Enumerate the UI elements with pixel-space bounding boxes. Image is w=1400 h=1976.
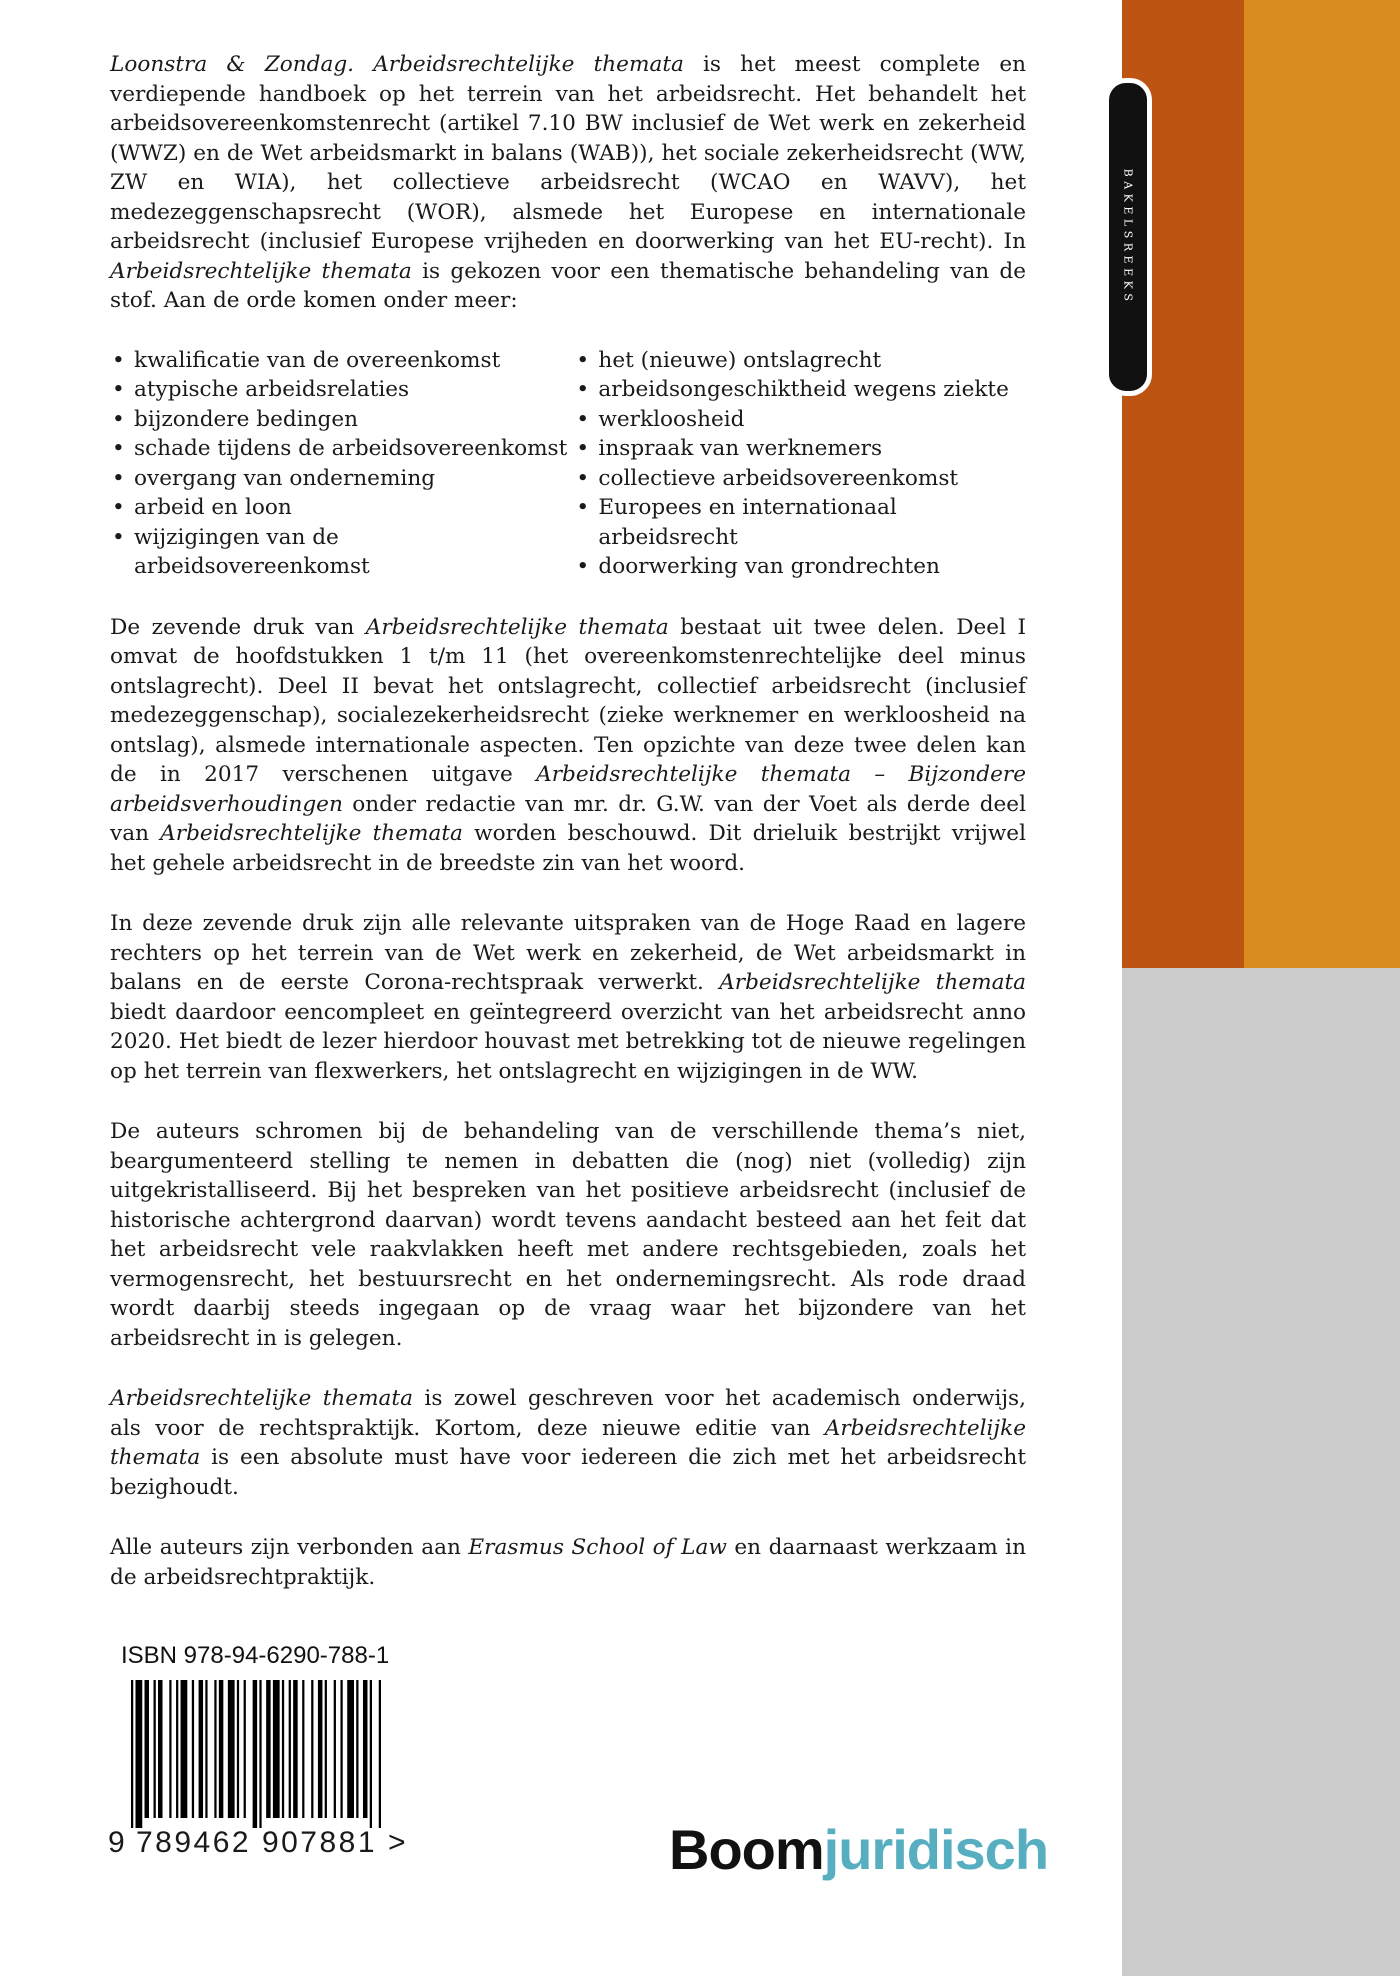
barcode-bar xyxy=(259,1680,261,1828)
barcode-bar xyxy=(325,1680,327,1818)
list-item: • kwalificatie van de overeenkomst xyxy=(110,346,574,376)
intro-text-1: is het meest complete en verdiepende handboek op het terrein van het arbeidsrecht. Het behandelt het arbeidsovereenkomstenrecht (artikel 7.10 BW inclusief de Wet werk en zekerheid (WWZ) en de Wet arbeidsmarkt in balans (WAB)), het sociale zekerheidsrecht (WW, ZW en WIA), het collectieve arbeidsrecht (WCAO en WAVV), het medezeggenschapsrecht (WOR), alsmede het Europese en internationale arbeidsrecht (inclusief Europese vrijheden en doorwerking van het EU-recht). In xyxy=(110,52,1027,254)
barcode-bar xyxy=(154,1680,156,1818)
list-item: • wijzigingen van de arbeidsovereenkomst xyxy=(110,523,574,582)
book-title: Arbeidsrechtelijke themata xyxy=(365,614,669,640)
text-run: bestaat uit twee delen. Deel I omvat de hoofdstukken 1 t/m 11 (het overeenkomstenrechtelijke deel minus ontslagrecht). Deel II bevat het ontslagrecht, collectief arbeidsrecht (inclusief medezeggenschap), socialezekerheidsrecht (zieke werknemer en werkloosheid na ontslag), alsmede internationale aspecten. Ten opzichte van deze twee delen kan de in 2017 verschenen uitgave xyxy=(110,614,1027,787)
book-title: Arbeidsrechtelijke themata xyxy=(110,1415,1026,1470)
barcode-bar xyxy=(302,1680,304,1818)
back-cover-text xyxy=(110,50,1026,1623)
barcode-bar xyxy=(334,1680,336,1818)
text-run: is een absolute must have voor iedereen die zich met het arbeidsrecht bezighoudt. xyxy=(110,1445,1026,1500)
barcode-bar xyxy=(244,1680,246,1818)
list-item: • inspraak van werknemers xyxy=(574,434,1026,464)
text-run: onder redactie van mr. dr. G.W. van der Voet als derde deel van xyxy=(110,791,1026,846)
barcode-bar xyxy=(347,1680,354,1818)
barcode-bar xyxy=(228,1680,235,1818)
barcode-bar xyxy=(253,1680,258,1828)
list-item: • schade tijdens de arbeidsovereenkomst xyxy=(110,434,574,464)
text-run: Alle auteurs zijn verbonden aan xyxy=(110,1535,469,1560)
publisher-logo-part1: Boom xyxy=(669,1818,824,1881)
barcode-bar xyxy=(205,1680,207,1818)
barcode-bar xyxy=(363,1680,368,1818)
topics-right-column xyxy=(574,346,1026,582)
edition-paragraph xyxy=(110,613,1026,879)
intro-title-2: Arbeidsrechtelijke themata xyxy=(110,258,412,284)
barcode-bar xyxy=(273,1680,280,1818)
list-item: • Europees en internationaal arbeidsrecht xyxy=(574,493,1026,552)
intro-title: Arbeidsrechtelijke themata xyxy=(373,52,684,77)
list-item: • arbeidsongeschiktheid wegens ziekte xyxy=(574,375,1026,405)
book-title: Arbeidsrechtelijke themata – Bijzondere arbeidsverhoudingen xyxy=(110,762,1026,817)
barcode-bar xyxy=(214,1680,216,1818)
barcode-bar xyxy=(169,1680,171,1818)
topics-list xyxy=(110,346,1026,582)
audience-paragraph xyxy=(110,1384,1026,1502)
institution-name: Erasmus School of Law xyxy=(468,1535,727,1560)
text-run: biedt daardoor eencompleet en geïntegreerd overzicht van het arbeidsrecht anno 2020. Het biedt de lezer hierdoor houvast met betrekking tot de nieuwe regelingen op het terrein van flexwerkers, het ontslagrecht en wijzigingen in de WW. xyxy=(110,999,1026,1084)
intro-text-2: is gekozen voor een thematische behandeling van de stof. Aan de orde komen onder meer: xyxy=(110,258,1026,313)
barcode-bar xyxy=(237,1680,239,1818)
barcode-bar xyxy=(158,1680,163,1818)
series-label: BAKELSREEKS xyxy=(1121,168,1135,306)
text-run: worden beschouwd. Dit drieluik bestrijkt vrijwel het gehele arbeidsrecht in de breedste zin van het woord. xyxy=(110,821,1026,876)
authors-approach-paragraph: De auteurs schromen bij de behandeling van de verschillende thema’s niet, beargumenteerd stelling te nemen in debatten die (nog) niet (volledig) zijn uitgekristalliseerd. Bij het bespreken van het positieve arbeidsrecht (inclusief de historische achtergrond daarvan) wordt tevens aandacht besteed aan het feit dat het arbeidsrecht vele raakvlakken heeft met andere rechtsgebieden, zoals het vermogensrecht, het bestuursrecht en het ondernemingsrecht. Als rode draad wordt daarbij steeds ingegaan op de vraag waar het bijzondere van het arbeidsrecht in is gelegen. xyxy=(110,1119,1026,1351)
barcode-bar xyxy=(379,1680,381,1828)
book-title: Arbeidsrechtelijke themata xyxy=(719,970,1027,995)
text-run: De zevende druk van xyxy=(110,614,366,640)
ean-arrow: > xyxy=(388,1826,406,1859)
barcode-bar xyxy=(266,1680,271,1818)
barcode-bar xyxy=(289,1680,291,1818)
series-tab xyxy=(1104,78,1152,396)
list-item: • werkloosheid xyxy=(574,405,1026,435)
publisher-logo-part2: juridisch xyxy=(823,1818,1049,1881)
barcode-bar xyxy=(370,1680,372,1828)
list-item: • bijzondere bedingen xyxy=(110,405,574,435)
barcode-bar xyxy=(311,1680,313,1818)
intro-authors: Loonstra & Zondag. xyxy=(110,52,355,77)
barcode xyxy=(131,1680,381,1828)
barcode-bar xyxy=(282,1680,284,1818)
barcode-bar xyxy=(192,1680,194,1818)
barcode-bar xyxy=(340,1680,342,1818)
list-item: • arbeid en loon xyxy=(110,493,574,523)
barcode-bar xyxy=(293,1680,298,1818)
barcode-bar xyxy=(181,1680,188,1818)
text-run: In deze zevende druk zijn alle relevante uitspraken van de Hoge Raad en lagere rechters op het terrein van de Wet werk en zekerheid, de Wet arbeidsmarkt in balans en de eerste Corona-rechtspraak verwerkt. xyxy=(110,911,1026,995)
barcode-bar xyxy=(136,1680,143,1828)
barcode-bar xyxy=(176,1680,178,1818)
intro-paragraph xyxy=(110,50,1026,316)
barcode-bar xyxy=(131,1680,133,1828)
publisher-logo xyxy=(669,1818,1049,1881)
isbn-label: ISBN 978-94-6290-788-1 xyxy=(121,1642,390,1669)
cover-band-gold xyxy=(1244,0,1400,968)
cover-band-grey xyxy=(1122,968,1400,1976)
book-title: Arbeidsrechtelijke themata xyxy=(110,1386,413,1411)
barcode-bar xyxy=(219,1680,224,1818)
list-item: • collectieve arbeidsovereenkomst xyxy=(574,464,1026,494)
barcode-bar xyxy=(199,1680,204,1818)
text-run: is zowel geschreven voor het academisch onderwijs, als voor de rechtspraktijk. Kortom, deze nieuwe editie van xyxy=(110,1386,1026,1441)
barcode-bar xyxy=(318,1680,323,1818)
case-law-paragraph xyxy=(110,909,1026,1086)
text-run: en daarnaast werkzaam in de arbeidsrechtpraktijk. xyxy=(110,1535,1026,1590)
barcode-bar xyxy=(356,1680,358,1818)
ean-digits: 789462 907881 xyxy=(136,1826,378,1859)
ean-first-digit: 9 xyxy=(108,1826,125,1859)
topics-left-column xyxy=(110,346,574,582)
list-item: • doorwerking van grondrechten xyxy=(574,552,1026,582)
list-item: • atypische arbeidsrelaties xyxy=(110,375,574,405)
list-item: • het (nieuwe) ontslagrecht xyxy=(574,346,1026,376)
barcode-bar xyxy=(145,1680,150,1818)
list-item: • overgang van onderneming xyxy=(110,464,574,494)
book-title: Arbeidsrechtelijke themata xyxy=(160,821,463,846)
affiliation-paragraph xyxy=(110,1533,1026,1592)
